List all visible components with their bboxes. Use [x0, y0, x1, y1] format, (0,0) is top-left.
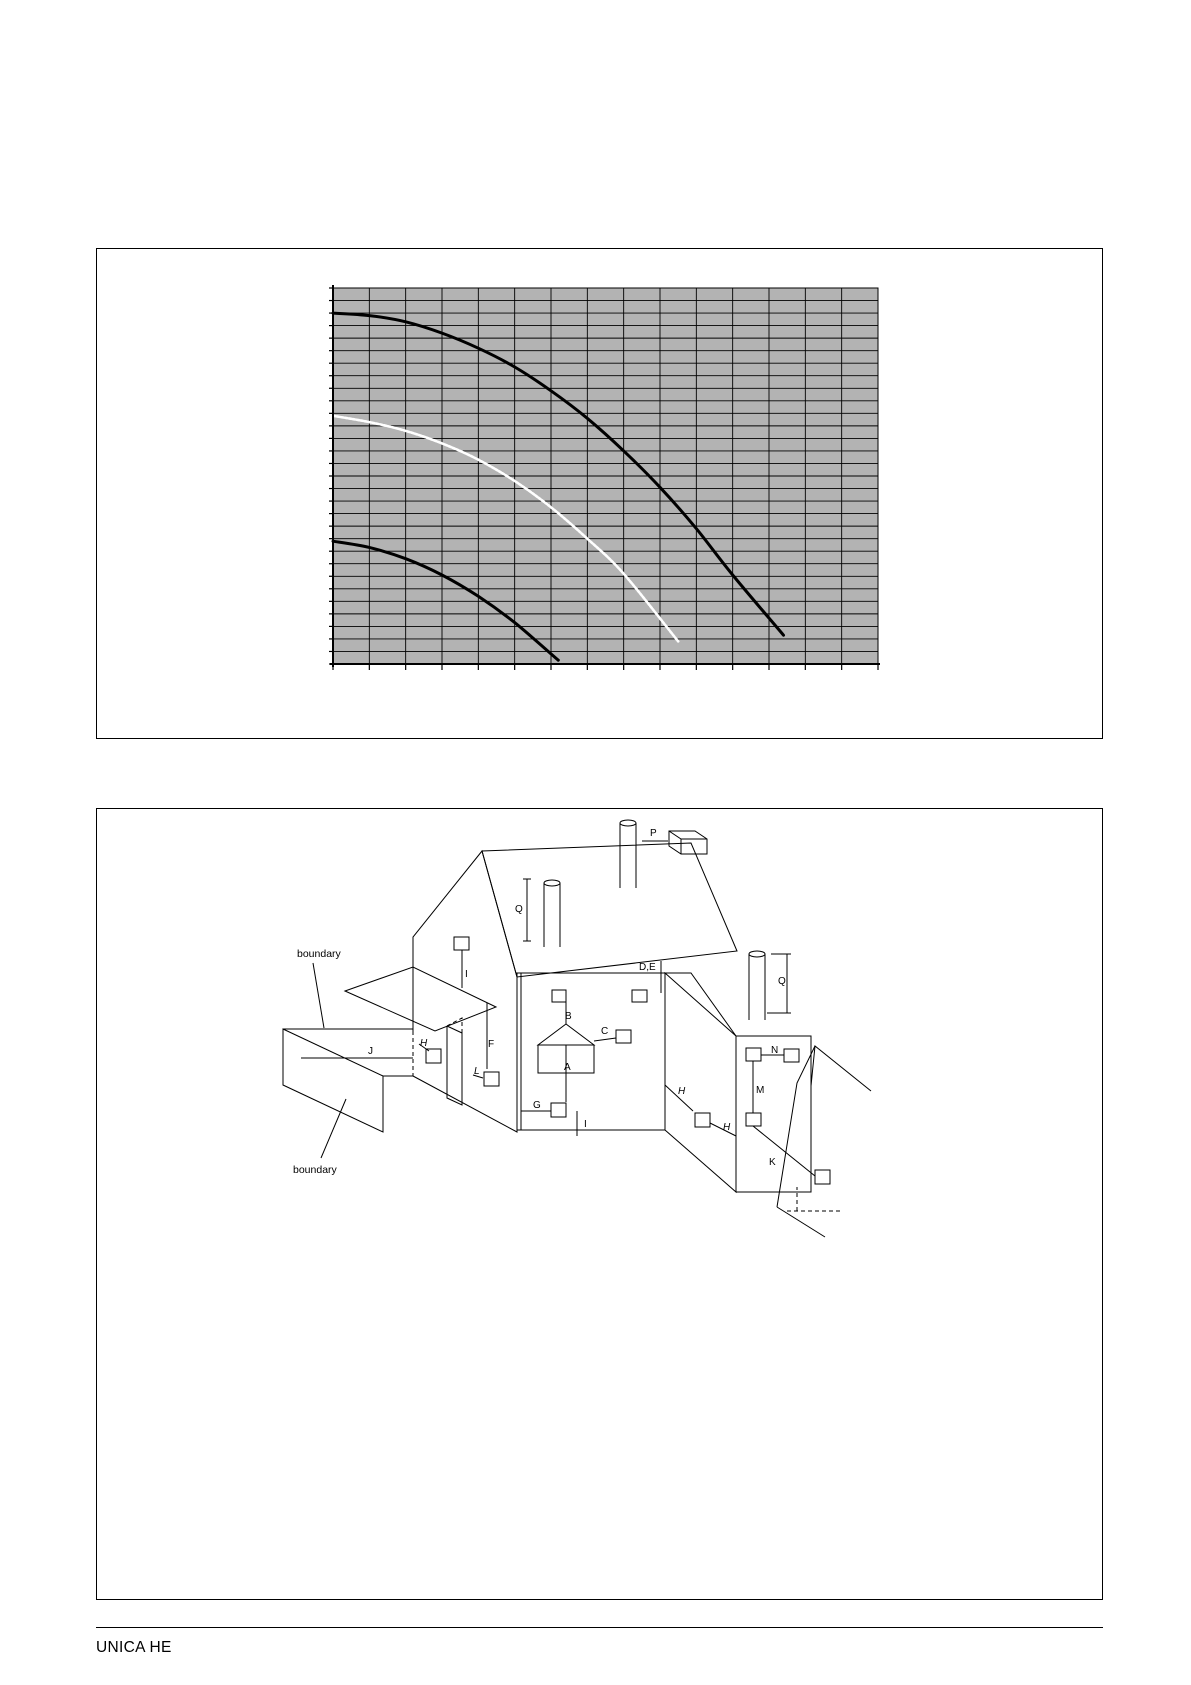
flue-terminal-positions-frame [96, 808, 1103, 1600]
label-L: L [474, 1066, 480, 1077]
label-A: A [564, 1062, 571, 1073]
label-J: J [368, 1046, 373, 1057]
terminal [746, 1048, 761, 1061]
roof-flue-stack [544, 880, 560, 947]
adjacent-wall [777, 1046, 815, 1207]
boundary-pointer-top [313, 963, 324, 1028]
label-H-mid2: H [723, 1122, 731, 1133]
label-P: P [650, 828, 657, 839]
dimension-lines [301, 841, 815, 1176]
pump-curve-chart-frame [96, 248, 1103, 739]
label-C: C [601, 1026, 609, 1037]
label-H-mid1: H [678, 1086, 686, 1097]
footer-rule [96, 1627, 1103, 1628]
extension-side [665, 973, 736, 1192]
label-K: K [769, 1157, 776, 1168]
label-Q-right: Q [778, 976, 786, 987]
terminal [695, 1113, 710, 1127]
terminal [632, 990, 647, 1002]
label-N: N [771, 1045, 779, 1056]
terminal [426, 1049, 441, 1063]
gable-door-frame [447, 1018, 462, 1105]
terminal [552, 990, 566, 1002]
boundary-fence [283, 1029, 383, 1132]
footer-brand: UNICA HE [96, 1639, 172, 1656]
label-I-lower: I [584, 1119, 587, 1130]
terminal [784, 1049, 799, 1062]
terminal [746, 1113, 761, 1126]
ridge-flue-stack [620, 820, 636, 888]
terminal [551, 1103, 566, 1117]
label-Q-roof: Q [515, 904, 523, 915]
house-gable-wall [413, 851, 517, 1132]
porch-roof [345, 967, 496, 1031]
window-pediment [538, 1024, 594, 1045]
terminal [815, 1170, 830, 1184]
label-H-left: H [420, 1038, 428, 1049]
label-B: B [565, 1011, 572, 1022]
terminal [616, 1030, 631, 1043]
extension-front [736, 1036, 811, 1192]
label-I-upper: I [465, 969, 468, 980]
label-DE: D,E [639, 962, 656, 973]
label-F: F [488, 1039, 495, 1050]
flue-terminal-diagram [97, 809, 1104, 1601]
pump-curve-chart [97, 249, 1104, 740]
boundary-pointer-bottom [321, 1099, 346, 1158]
boundary-label-top: boundary [297, 948, 341, 960]
boundary-label-bottom: boundary [293, 1164, 337, 1176]
terminal [484, 1072, 499, 1086]
label-M: M [756, 1085, 765, 1096]
gable-door [447, 1026, 462, 1105]
extension-flue-stack [749, 951, 765, 1020]
terminal [454, 937, 469, 950]
label-G: G [533, 1100, 541, 1111]
adjacent-roof [811, 1046, 871, 1091]
